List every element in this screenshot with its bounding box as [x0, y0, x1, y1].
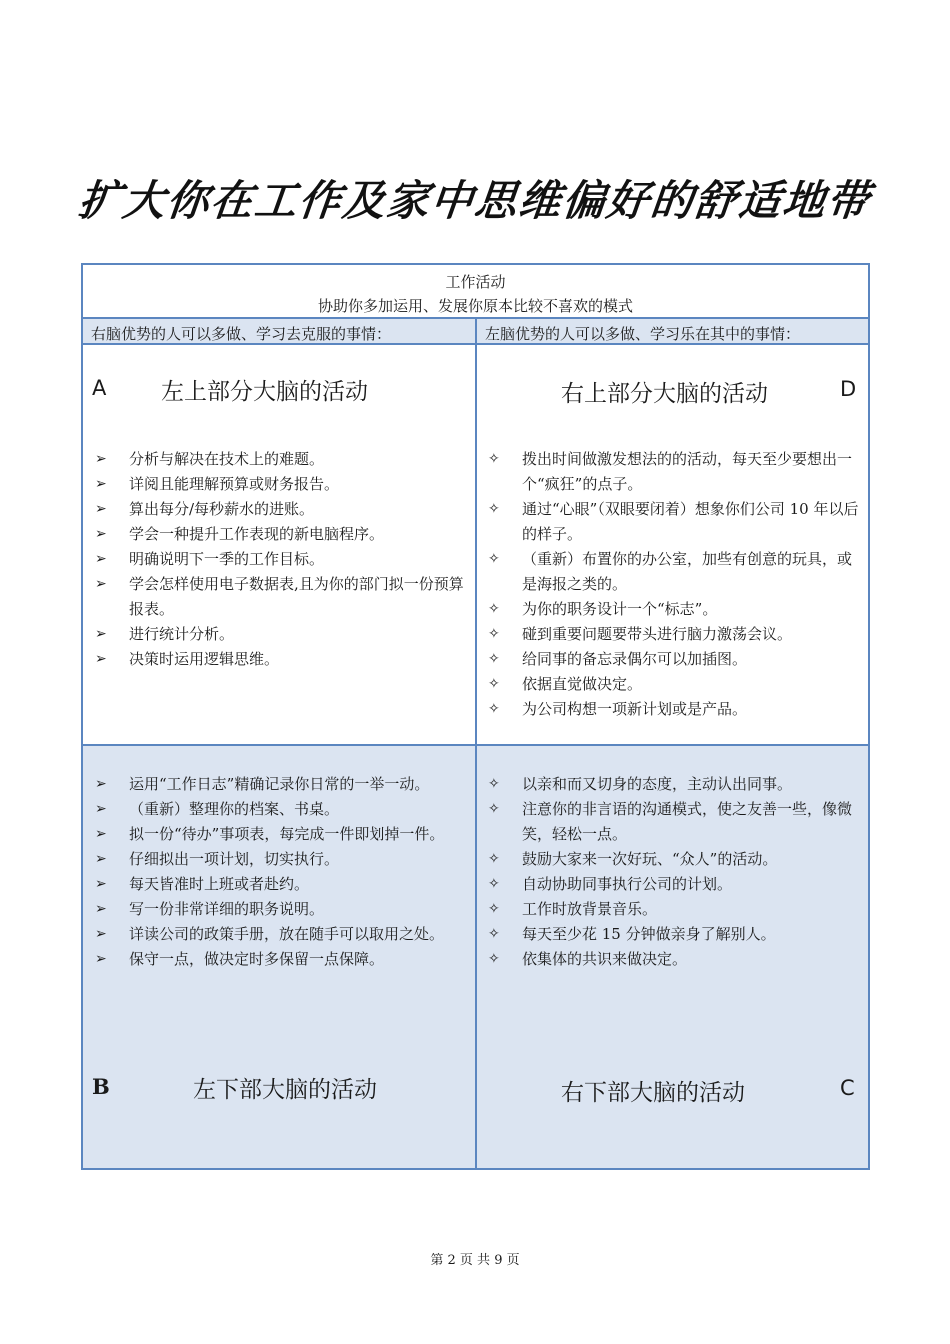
quadrant-b-list [87, 772, 473, 972]
list-item [480, 697, 865, 722]
star-bullet-icon: ✧ [488, 876, 500, 892]
list-item [480, 897, 865, 922]
list-item [87, 472, 473, 497]
star-bullet-icon: ✧ [488, 951, 500, 967]
list-item [87, 647, 473, 672]
list-item-text: （重新）整理你的档案、书桌。 [129, 800, 340, 818]
list-item [87, 897, 473, 922]
list-item [480, 672, 865, 697]
list-item [87, 547, 473, 572]
arrow-bullet-icon: ➢ [95, 951, 107, 967]
list-item-text: 通过“心眼”（双眼要闭着）想象你们公司 10 年以后的样子。 [522, 500, 859, 543]
arrow-bullet-icon: ➢ [95, 801, 107, 817]
list-item [87, 772, 473, 797]
list-item-text: 注意你的非言语的沟通模式，使之友善一些，像微笑，轻松一点。 [522, 800, 853, 843]
quadrant-c-letter: C [840, 1076, 855, 1100]
arrow-bullet-icon: ➢ [95, 926, 107, 942]
arrow-bullet-icon: ➢ [95, 851, 107, 867]
quadrant-a-letter: A [92, 376, 107, 400]
list-item-text: 算出每分/每秒薪水的进账。 [129, 500, 315, 518]
arrow-bullet-icon: ➢ [95, 776, 107, 792]
table-header [83, 265, 868, 319]
quadrant-c-list [480, 772, 865, 972]
subheader-left: 右脑优势的人可以多做、学习去克服的事情： [91, 325, 392, 343]
star-bullet-icon: ✧ [488, 551, 500, 567]
arrow-bullet-icon: ➢ [95, 501, 107, 517]
quadrant-a-list [87, 447, 473, 672]
arrow-bullet-icon: ➢ [95, 826, 107, 842]
list-item [87, 922, 473, 947]
list-item [480, 872, 865, 897]
list-item-text: 运用“工作日志”精确记录你日常的一举一动。 [129, 775, 430, 793]
star-bullet-icon: ✧ [488, 776, 500, 792]
page-title: 扩大你在工作及家中思维偏好的舒适地带 [76, 176, 874, 225]
arrow-bullet-icon: ➢ [95, 526, 107, 542]
star-bullet-icon: ✧ [488, 651, 500, 667]
header-title: 工作活动 [445, 273, 506, 291]
star-bullet-icon: ✧ [488, 851, 500, 867]
list-item [480, 622, 865, 647]
list-item-text: 详读公司的政策手册，放在随手可以取用之处。 [129, 925, 445, 943]
list-item [87, 947, 473, 972]
list-item [480, 647, 865, 672]
list-item-text: 每天皆准时上班或者赴约。 [129, 875, 310, 893]
quadrant-d-letter: D [840, 377, 857, 401]
list-item-text: 明确说明下一季的工作目标。 [129, 550, 325, 568]
arrow-bullet-icon: ➢ [95, 576, 107, 592]
star-bullet-icon: ✧ [488, 626, 500, 642]
star-bullet-icon: ✧ [488, 601, 500, 617]
list-item [87, 522, 473, 547]
list-item-text: 每天至少花 15 分钟做亲身了解别人。 [522, 925, 776, 943]
list-item [87, 847, 473, 872]
list-item [480, 447, 865, 497]
star-bullet-icon: ✧ [488, 676, 500, 692]
subheader-right: 左脑优势的人可以多做、学习乐在其中的事情： [485, 325, 801, 343]
header-subtitle: 协助你多加运用、发展你原本比较不喜欢的模式 [317, 297, 633, 315]
list-item [87, 622, 473, 647]
list-item [480, 947, 865, 972]
page-footer: 第 2 页 共 9 页 [430, 1253, 520, 1268]
row-divider [83, 744, 868, 746]
star-bullet-icon: ✧ [488, 501, 500, 517]
list-item [480, 922, 865, 947]
list-item [480, 847, 865, 872]
quadrant-b-title: 左下部大脑的活动 [193, 1077, 377, 1103]
list-item-text: 工作时放背景音乐。 [522, 900, 658, 918]
arrow-bullet-icon: ➢ [95, 476, 107, 492]
list-item [480, 547, 865, 597]
list-item-text: （重新）布置你的办公室，加些有创意的玩具，或是海报之类的。 [522, 550, 853, 593]
list-item-text: 依据直觉做决定。 [522, 675, 643, 693]
list-item-text: 给同事的备忘录偶尔可以加插图。 [522, 650, 748, 668]
list-item-text: 拟一份“待办”事项表，每完成一件即划掉一件。 [129, 825, 445, 843]
star-bullet-icon: ✧ [488, 451, 500, 467]
list-item-text: 为你的职务设计一个“标志”。 [522, 600, 718, 618]
list-item-text: 鼓励大家来一次好玩、“众人”的活动。 [522, 850, 778, 868]
arrow-bullet-icon: ➢ [95, 451, 107, 467]
list-item [87, 447, 473, 472]
quadrant-c-title: 右下部大脑的活动 [561, 1080, 745, 1106]
list-item [480, 772, 865, 797]
list-item-text: 仔细拟出一项计划，切实执行。 [129, 850, 340, 868]
arrow-bullet-icon: ➢ [95, 876, 107, 892]
list-item [480, 497, 865, 547]
list-item-text: 决策时运用逻辑思维。 [129, 650, 280, 668]
list-item [87, 572, 473, 622]
star-bullet-icon: ✧ [488, 801, 500, 817]
quadrant-d-list [480, 447, 865, 722]
list-item-text: 保守一点，做决定时多保留一点保障。 [129, 950, 385, 968]
list-item-text: 拨出时间做激发想法的的活动，每天至少要想出一个“疯狂”的点子。 [522, 450, 853, 493]
list-item [480, 597, 865, 622]
list-item-text: 学会一种提升工作表现的新电脑程序。 [129, 525, 385, 543]
arrow-bullet-icon: ➢ [95, 551, 107, 567]
star-bullet-icon: ✧ [488, 926, 500, 942]
list-item [87, 822, 473, 847]
list-item [87, 497, 473, 522]
list-item-text: 写一份非常详细的职务说明。 [129, 900, 325, 918]
list-item-text: 自动协助同事执行公司的计划。 [522, 875, 733, 893]
quadrant-d-title: 右上部分大脑的活动 [561, 381, 768, 407]
star-bullet-icon: ✧ [488, 901, 500, 917]
list-item [87, 797, 473, 822]
list-item-text: 为公司构想一项新计划或是产品。 [522, 700, 748, 718]
list-item-text: 碰到重要问题要带头进行脑力激荡会议。 [522, 625, 793, 643]
arrow-bullet-icon: ➢ [95, 901, 107, 917]
list-item [87, 872, 473, 897]
quadrant-b-letter: B [92, 1074, 110, 1099]
arrow-bullet-icon: ➢ [95, 626, 107, 642]
list-item-text: 进行统计分析。 [129, 625, 235, 643]
arrow-bullet-icon: ➢ [95, 651, 107, 667]
activity-table [81, 263, 870, 1170]
star-bullet-icon: ✧ [488, 701, 500, 717]
list-item-text: 详阅且能理解预算或财务报告。 [129, 475, 340, 493]
list-item-text: 学会怎样使用电子数据表,且为你的部门拟一份预算报表。 [129, 575, 464, 618]
list-item-text: 以亲和而又切身的态度，主动认出同事。 [522, 775, 793, 793]
list-item-text: 依集体的共识来做决定。 [522, 950, 688, 968]
list-item [480, 797, 865, 847]
list-item-text: 分析与解决在技术上的难题。 [129, 450, 325, 468]
quadrant-a-title: 左上部分大脑的活动 [161, 379, 368, 405]
